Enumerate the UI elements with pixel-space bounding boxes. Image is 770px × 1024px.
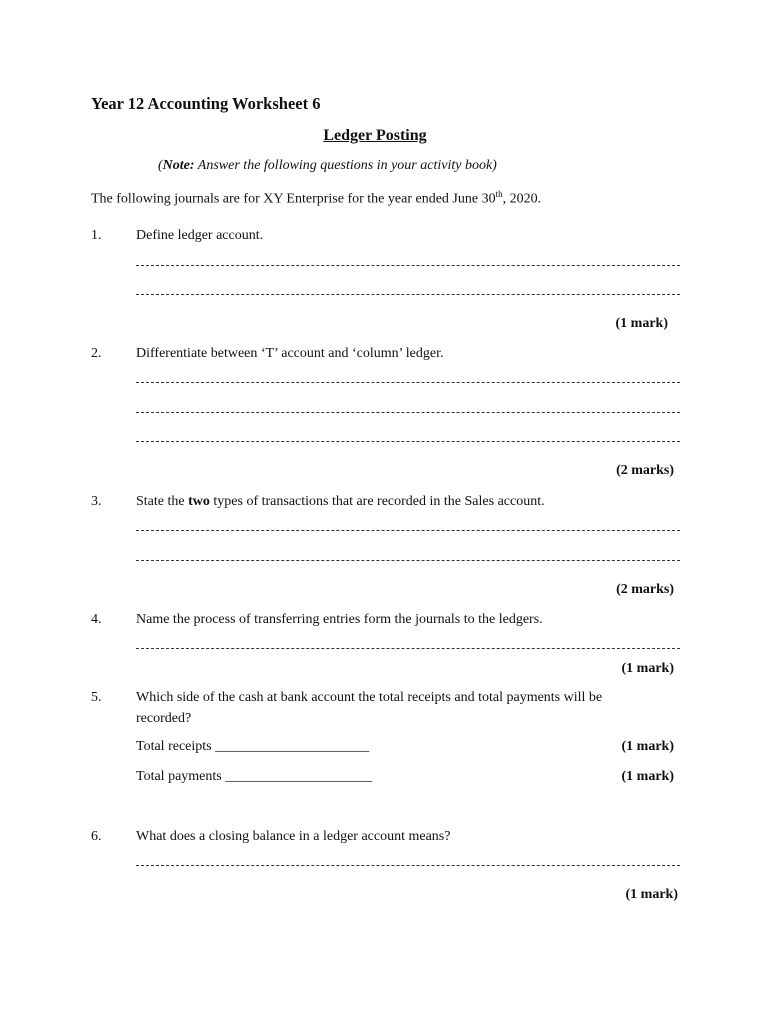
answer-line[interactable] [136, 530, 680, 531]
total-receipts-field[interactable]: Total receipts ______________________ [136, 739, 370, 754]
answer-line[interactable] [136, 265, 680, 266]
question-3-text-before: State the [136, 494, 189, 509]
intro-sup: th [495, 189, 503, 199]
question-2-text: Differentiate between ‘T’ account and ‘column’ ledger. [136, 346, 444, 361]
answer-line[interactable] [136, 865, 680, 866]
total-receipts-marks: (1 mark) [621, 739, 674, 754]
answer-line[interactable] [136, 412, 680, 413]
answer-line[interactable] [136, 382, 680, 383]
question-3-text [136, 494, 545, 510]
note-label: Note: [162, 158, 195, 173]
question-3-emphasis: two [188, 494, 210, 509]
answer-line[interactable] [136, 441, 680, 442]
total-payments-marks: (1 mark) [621, 769, 674, 784]
intro-before: The following journals are for XY Enterprise for the year ended June 30 [91, 191, 496, 207]
question-4-number: 4. [91, 612, 102, 627]
note-open: ( [158, 158, 163, 173]
question-4-text: Name the process of transferring entries form the journals to the ledgers. [136, 612, 543, 627]
question-5-text-line1: Which side of the cash at bank account the total receipts and total payments will be [136, 690, 603, 705]
note-text: Answer the following questions in your activity book) [194, 158, 497, 173]
question-5-text-line2: recorded? [136, 711, 192, 726]
question-3-number: 3. [91, 494, 102, 509]
question-6-text: What does a closing balance in a ledger account means? [136, 829, 451, 844]
question-1-text: Define ledger account. [136, 228, 264, 243]
question-1-marks: (1 mark) [615, 316, 668, 331]
total-payments-field[interactable]: Total payments _____________________ [136, 769, 373, 784]
answer-line[interactable] [136, 560, 680, 561]
instruction-note [158, 158, 497, 174]
question-1-number: 1. [91, 228, 102, 243]
question-4-marks: (1 mark) [621, 661, 674, 676]
question-2-number: 2. [91, 346, 102, 361]
question-5-number: 5. [91, 690, 102, 705]
question-6-marks: (1 mark) [625, 887, 678, 902]
answer-line[interactable] [136, 294, 680, 295]
question-3-marks: (2 marks) [616, 582, 674, 597]
intro-text [91, 189, 541, 208]
question-6-number: 6. [91, 829, 102, 844]
worksheet-title: Year 12 Accounting Worksheet 6 [91, 94, 321, 113]
question-3-text-after: types of transactions that are recorded in the Sales account. [209, 494, 545, 509]
intro-after: , 2020. [502, 191, 542, 207]
question-2-marks: (2 marks) [616, 463, 674, 478]
answer-line[interactable] [136, 648, 680, 649]
worksheet-subtitle: Ledger Posting [323, 127, 427, 144]
